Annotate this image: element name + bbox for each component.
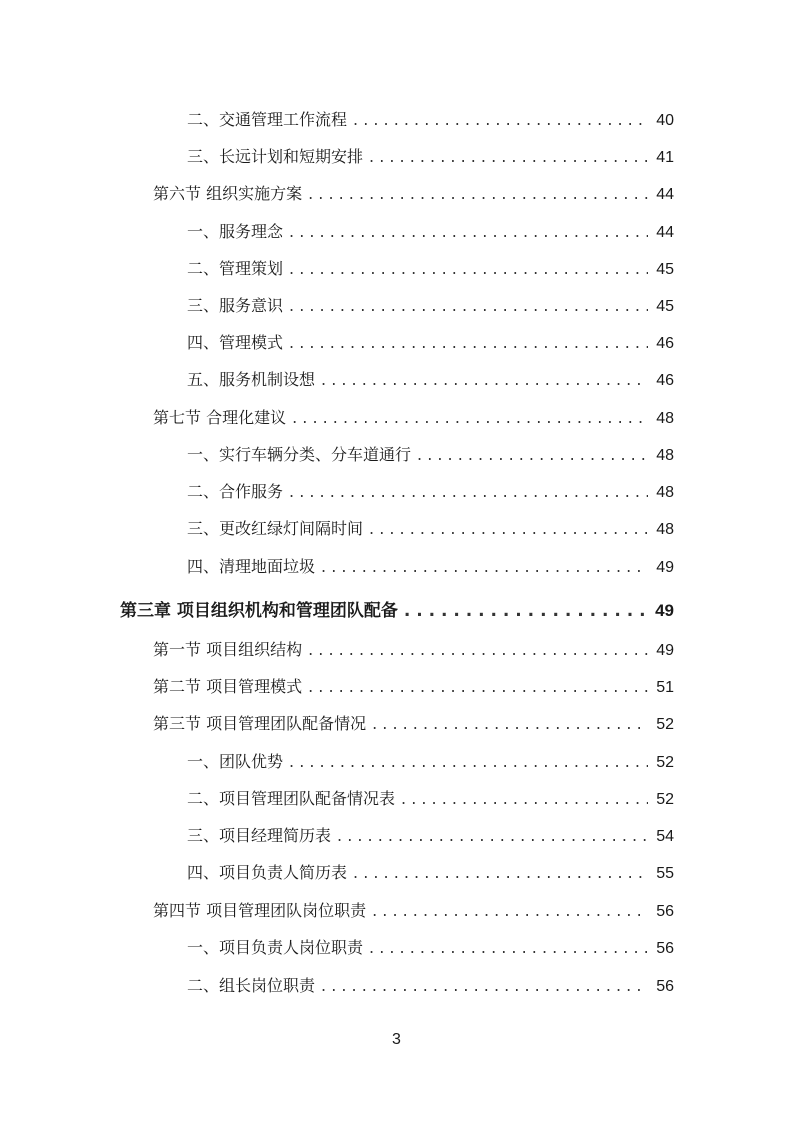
toc-entry-label: 三、更改红绿灯间隔时间 bbox=[187, 519, 364, 538]
toc-entry[interactable] bbox=[153, 183, 674, 206]
toc-entry-label: 二、合作服务 bbox=[187, 482, 284, 501]
dot-leader bbox=[321, 556, 648, 578]
toc-entry[interactable] bbox=[187, 518, 674, 541]
toc-entry-page: 46 bbox=[656, 335, 674, 352]
dot-leader bbox=[417, 444, 648, 466]
dot-leader bbox=[372, 713, 648, 735]
dot-leader bbox=[289, 751, 648, 773]
dot-leader bbox=[353, 862, 648, 884]
dot-leader bbox=[369, 937, 648, 959]
toc-entry-page: 54 bbox=[656, 828, 674, 845]
toc-entry[interactable] bbox=[187, 221, 674, 244]
page-number: 3 bbox=[392, 1031, 401, 1048]
toc-entry-page: 40 bbox=[656, 112, 674, 129]
toc-entry-page: 46 bbox=[656, 372, 674, 389]
toc-entry-page: 41 bbox=[656, 149, 674, 166]
toc-entry[interactable] bbox=[187, 444, 674, 467]
dot-leader bbox=[308, 676, 648, 698]
toc-entry-label: 二、管理策划 bbox=[187, 259, 284, 278]
toc-entry-label: 四、管理模式 bbox=[187, 333, 284, 352]
toc-chapter-entry[interactable] bbox=[120, 600, 674, 622]
dot-leader bbox=[289, 295, 648, 317]
toc-entry-page: 52 bbox=[656, 754, 674, 771]
dot-leader bbox=[308, 183, 648, 205]
toc-entry-label: 一、项目负责人岗位职责 bbox=[187, 938, 364, 957]
toc-entry-page: 49 bbox=[656, 642, 674, 659]
toc-entry-page: 45 bbox=[656, 298, 674, 315]
toc-entry-page: 49 bbox=[655, 601, 674, 620]
toc-entry-label: 四、清理地面垃圾 bbox=[187, 557, 316, 576]
toc-entry-label: 第七节 合理化建议 bbox=[153, 408, 287, 427]
toc-entry[interactable] bbox=[187, 751, 674, 774]
toc-entry-label: 第六节 组织实施方案 bbox=[153, 184, 303, 203]
toc-entry-page: 55 bbox=[656, 865, 674, 882]
toc-entry-page: 44 bbox=[656, 186, 674, 203]
toc-entry[interactable] bbox=[187, 295, 674, 318]
toc-entry[interactable] bbox=[187, 937, 674, 960]
toc-entry-page: 48 bbox=[656, 521, 674, 538]
toc-entry[interactable] bbox=[187, 788, 674, 811]
toc-entry-label: 一、团队优势 bbox=[187, 752, 284, 771]
toc-entry-page: 45 bbox=[656, 261, 674, 278]
toc-entry-label: 二、项目管理团队配备情况表 bbox=[187, 789, 396, 808]
toc-entry[interactable] bbox=[187, 146, 674, 169]
toc-entry-label: 二、组长岗位职责 bbox=[187, 976, 316, 995]
toc-entry[interactable] bbox=[187, 825, 674, 848]
dot-leader bbox=[289, 258, 648, 280]
dot-leader bbox=[321, 975, 648, 997]
dot-leader bbox=[289, 481, 648, 503]
toc-entry-page: 56 bbox=[656, 903, 674, 920]
toc-entry[interactable] bbox=[153, 900, 674, 923]
toc-entry[interactable] bbox=[153, 407, 674, 430]
dot-leader bbox=[308, 639, 648, 661]
toc-entry-label: 第三章 项目组织机构和管理团队配备 bbox=[120, 601, 398, 621]
dot-leader bbox=[289, 221, 648, 243]
toc-entry[interactable] bbox=[153, 639, 674, 662]
toc-entry-page: 48 bbox=[656, 484, 674, 501]
toc-entry-page: 52 bbox=[656, 716, 674, 733]
dot-leader bbox=[369, 146, 648, 168]
toc-entry-label: 四、项目负责人简历表 bbox=[187, 863, 348, 882]
toc-entry[interactable] bbox=[187, 862, 674, 885]
toc-entry-page: 49 bbox=[656, 559, 674, 576]
dot-leader bbox=[337, 825, 648, 847]
toc-entry[interactable] bbox=[153, 713, 674, 736]
toc-entry-page: 48 bbox=[656, 447, 674, 464]
toc-entry-label: 三、长远计划和短期安排 bbox=[187, 147, 364, 166]
toc-entry-label: 三、项目经理简历表 bbox=[187, 826, 332, 845]
toc-entry[interactable] bbox=[187, 481, 674, 504]
toc-entry-label: 五、服务机制设想 bbox=[187, 370, 316, 389]
toc-entry[interactable] bbox=[153, 676, 674, 699]
dot-leader bbox=[292, 407, 648, 429]
toc-entry-label: 第一节 项目组织结构 bbox=[153, 640, 303, 659]
dot-leader bbox=[372, 900, 648, 922]
toc-entry-label: 一、服务理念 bbox=[187, 222, 284, 241]
dot-leader bbox=[353, 109, 648, 131]
toc-entry-label: 三、服务意识 bbox=[187, 296, 284, 315]
toc-entry-page: 51 bbox=[656, 679, 674, 696]
toc-entry-label: 二、交通管理工作流程 bbox=[187, 110, 348, 129]
dot-leader bbox=[369, 518, 648, 540]
toc-entry[interactable] bbox=[187, 975, 674, 998]
toc-entry-page: 56 bbox=[656, 940, 674, 957]
toc-entry-page: 52 bbox=[656, 791, 674, 808]
toc-entry[interactable] bbox=[187, 258, 674, 281]
toc-entry-page: 44 bbox=[656, 224, 674, 241]
dot-leader bbox=[289, 332, 648, 354]
toc-entry-label: 一、实行车辆分类、分车道通行 bbox=[187, 445, 412, 464]
toc-entry[interactable] bbox=[187, 109, 674, 132]
toc-entry-label: 第四节 项目管理团队岗位职责 bbox=[153, 901, 367, 920]
toc-entry[interactable] bbox=[187, 556, 674, 579]
dot-leader bbox=[321, 369, 648, 391]
dot-leader bbox=[404, 600, 648, 622]
toc-entry-page: 48 bbox=[656, 410, 674, 427]
dot-leader bbox=[401, 788, 648, 810]
toc-entry[interactable] bbox=[187, 369, 674, 392]
toc-entry-label: 第三节 项目管理团队配备情况 bbox=[153, 714, 367, 733]
toc-entry[interactable] bbox=[187, 332, 674, 355]
toc-entry-label: 第二节 项目管理模式 bbox=[153, 677, 303, 696]
toc-entry-page: 56 bbox=[656, 978, 674, 995]
